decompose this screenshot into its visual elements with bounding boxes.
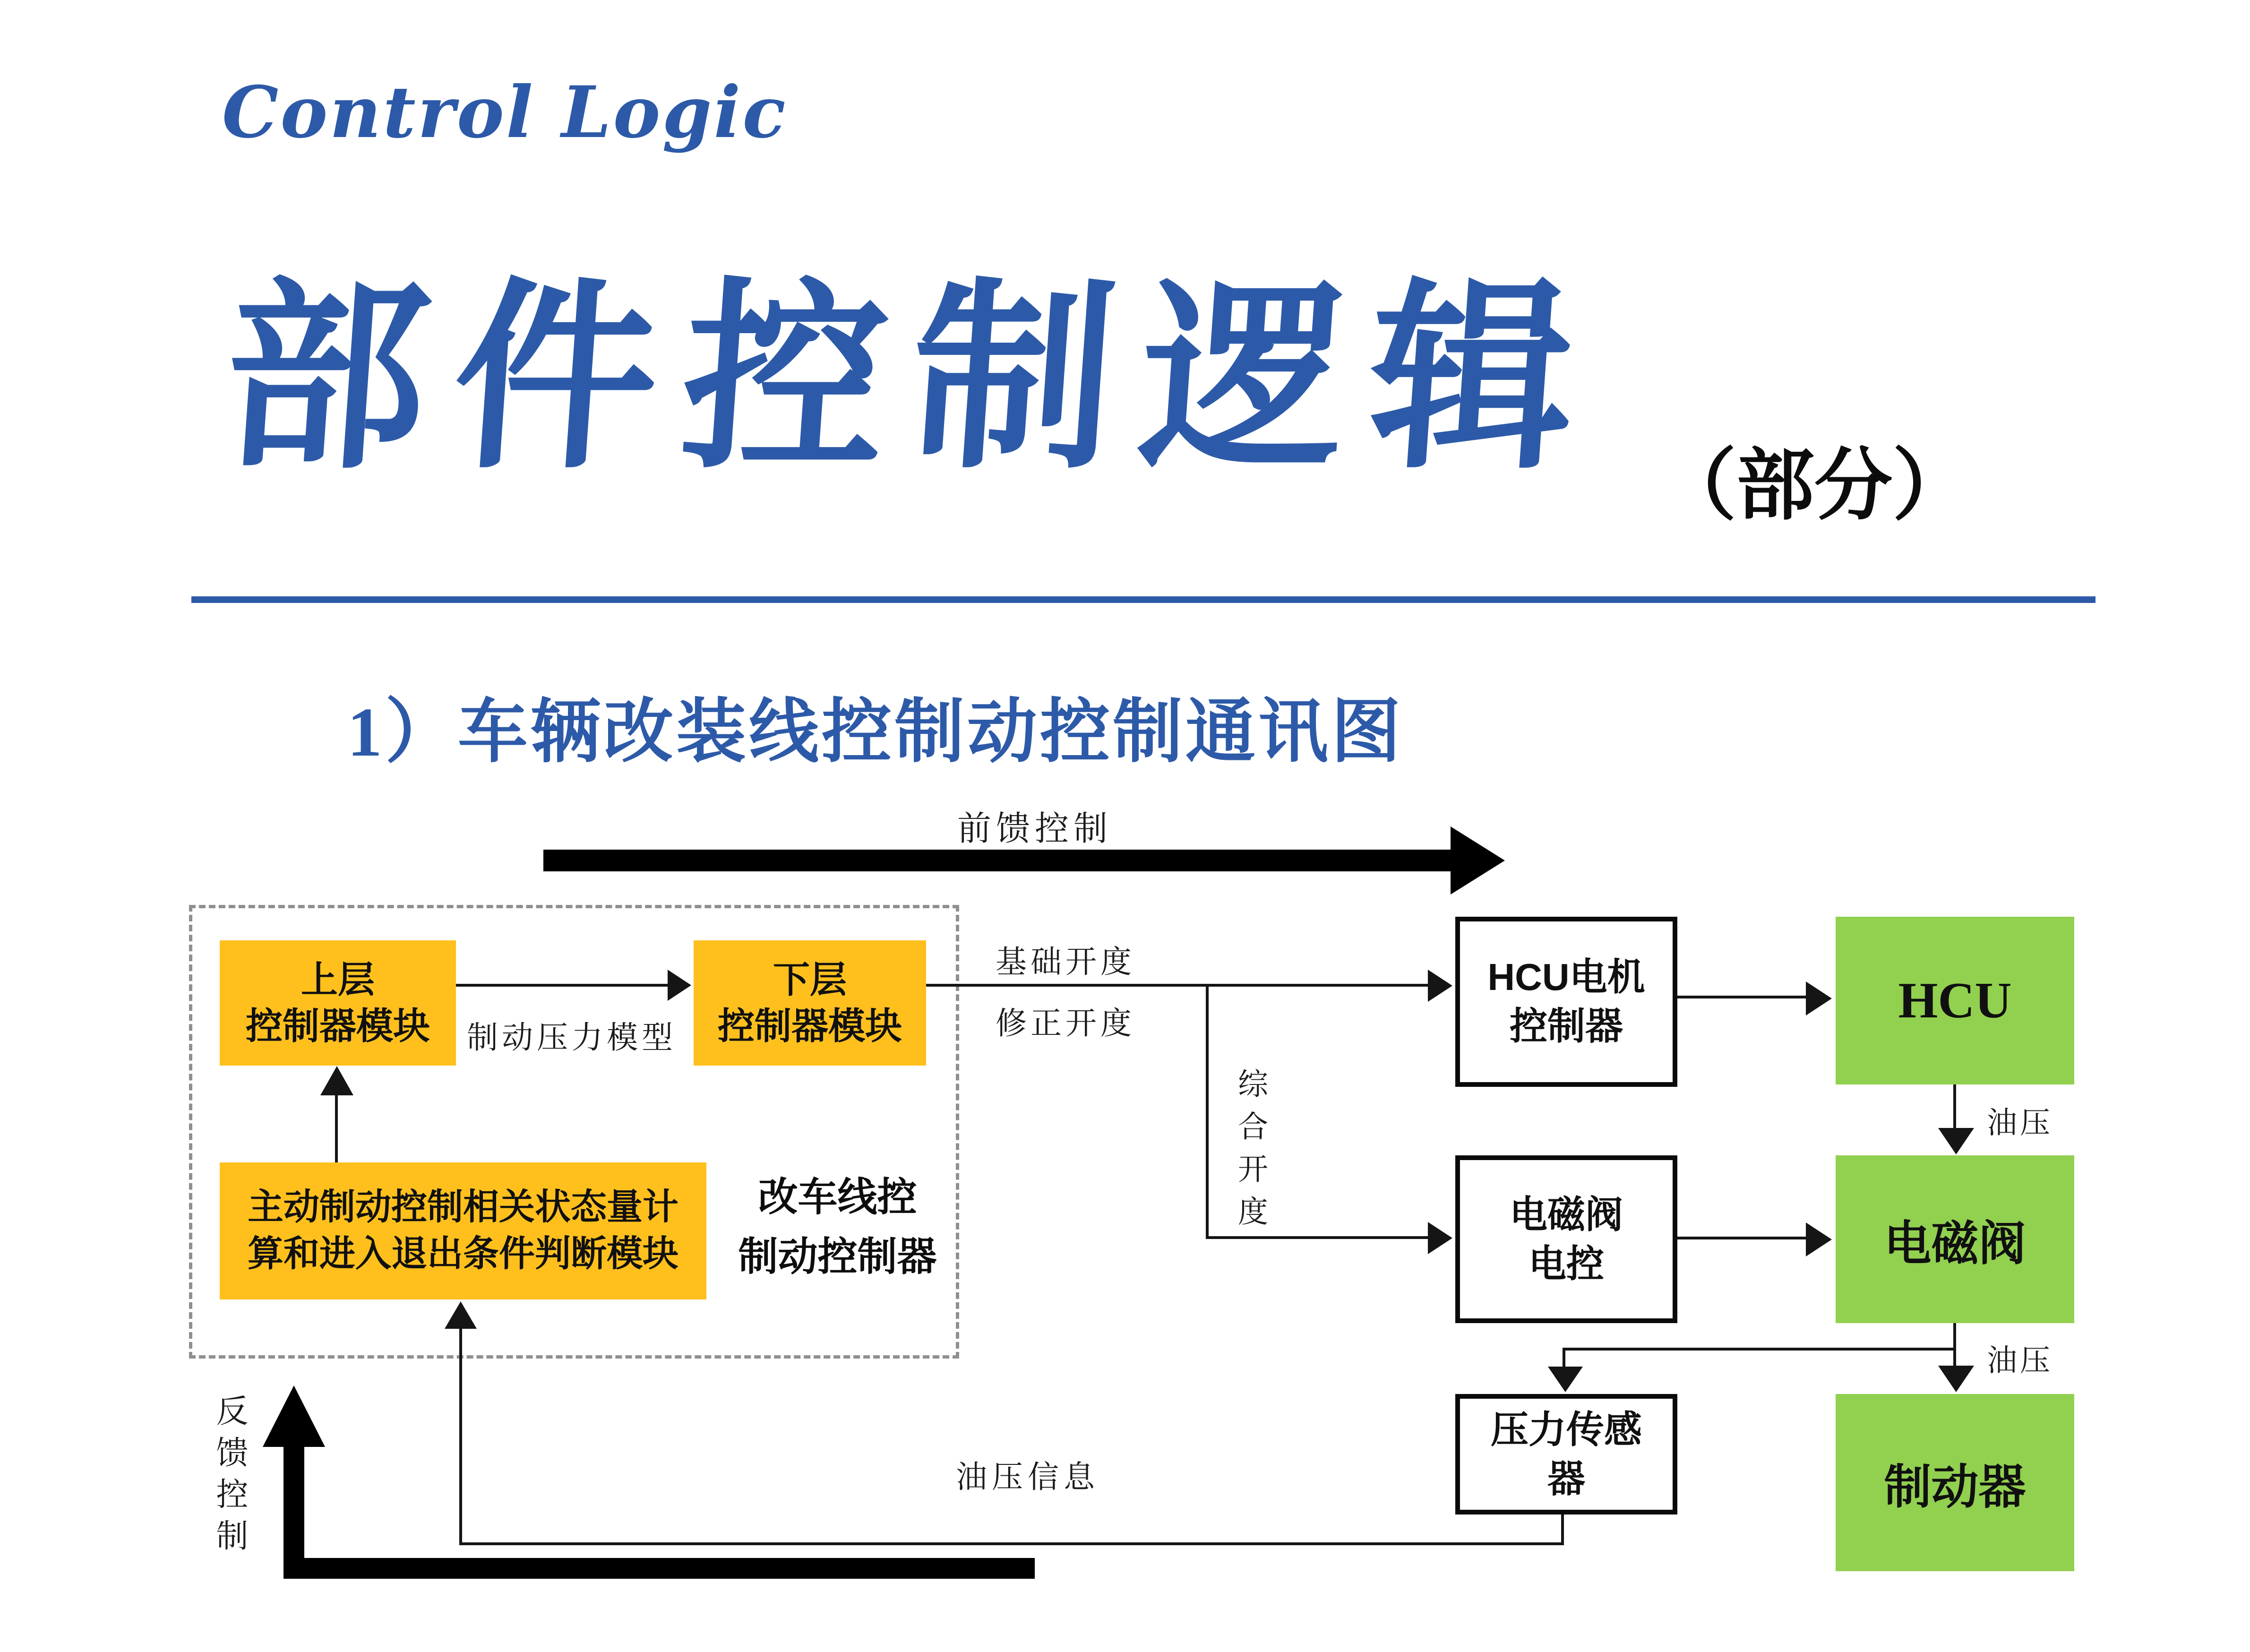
lower-controller-line2: 控制器模块	[717, 1005, 902, 1047]
sensor-feedback-arrowhead	[445, 1301, 477, 1329]
state-to-upper-line	[335, 1095, 338, 1162]
hcu-motor-line2: 控制器	[1510, 1005, 1623, 1047]
sensor-feedback-hline	[459, 1542, 1564, 1545]
feedback-label: 反馈控制	[212, 1394, 248, 1560]
eyebrow-script-text: Control Logic	[222, 71, 788, 154]
feedforward-label: 前馈控制	[957, 810, 1112, 848]
title-divider	[191, 596, 2095, 603]
hcu-motor-to-hcu-arrowhead	[1806, 981, 1832, 1015]
section-heading: 1）车辆改装线控制动控制通讯图	[347, 694, 1404, 771]
combined-opening-label: 综合开度	[1234, 1068, 1267, 1238]
feedback-arrowhead	[263, 1385, 325, 1447]
upper-to-lower-arrowhead	[668, 970, 691, 1001]
hcu-motor-controller-box	[1455, 917, 1677, 1087]
state-module-line2: 算和进入退出条件判断模块	[248, 1234, 678, 1274]
hcu-to-valve-arrowhead	[1938, 1128, 1974, 1154]
combined-opening-vline	[1206, 984, 1209, 1239]
upper-controller-line2: 控制器模块	[245, 1005, 430, 1047]
hcu-label: HCU	[1898, 972, 2012, 1029]
state-to-upper-arrowhead	[320, 1066, 353, 1095]
page-title: 部件控制逻辑	[217, 268, 1608, 493]
feedback-arrow-hbar	[283, 1558, 1035, 1579]
state-module-line1: 主动制动控制相关状态量计	[248, 1187, 678, 1228]
solenoid-valve-label: 电磁阀	[1884, 1217, 2026, 1270]
solenoid-control-to-valve-line	[1677, 1237, 1806, 1239]
lower-controller-box	[694, 940, 926, 1066]
solenoid-control-box	[1455, 1155, 1677, 1323]
upper-to-lower-line	[456, 984, 668, 987]
valve-to-brake-arrowhead	[1938, 1366, 1974, 1392]
lower-controller-line1: 下层	[773, 959, 847, 1000]
hcu-to-valve-line	[1953, 1084, 1956, 1128]
sensor-feedback-riser-line	[459, 1329, 462, 1545]
group-label	[716, 1167, 959, 1286]
state-module-box	[220, 1162, 706, 1299]
upper-controller-box	[220, 940, 456, 1066]
oil-pressure-info-label: 油压信息	[956, 1460, 1099, 1495]
hcu-motor-to-hcu-line	[1677, 996, 1806, 998]
feedforward-arrow-shaft	[543, 850, 1451, 871]
feedforward-arrowhead	[1451, 826, 1505, 895]
pressure-sensor-line2: 器	[1547, 1457, 1585, 1500]
corrected-opening-label: 修正开度	[996, 1007, 1135, 1041]
opening-main-arrowhead	[1428, 970, 1452, 1002]
opening-main-line	[926, 984, 1428, 987]
oil-pressure-valve-label: 油压	[1987, 1344, 2053, 1377]
solenoid-control-line2: 电控	[1529, 1242, 1604, 1285]
brake-pressure-model-label: 制动压力模型	[467, 1021, 677, 1055]
group-label-line1: 改车线控	[758, 1175, 917, 1219]
valve-to-sensor-hline	[1563, 1348, 1956, 1351]
pressure-sensor-box	[1455, 1394, 1677, 1514]
combined-opening-arrowhead	[1428, 1222, 1452, 1254]
pressure-sensor-line1: 压力传感	[1491, 1408, 1642, 1451]
sensor-feedback-drop-line	[1561, 1514, 1564, 1545]
brake-box	[1836, 1394, 2074, 1571]
valve-to-sensor-arrowhead	[1548, 1367, 1583, 1392]
hcu-box	[1836, 917, 2074, 1084]
upper-controller-line1: 上层	[301, 959, 375, 1000]
group-label-line2: 制动控制器	[738, 1234, 937, 1279]
oil-pressure-hcu-label: 油压	[1987, 1106, 2053, 1140]
valve-to-brake-line	[1953, 1323, 1956, 1366]
base-opening-label: 基础开度	[996, 945, 1135, 980]
solenoid-control-to-valve-arrowhead	[1806, 1222, 1832, 1256]
valve-to-sensor-vline	[1563, 1348, 1565, 1367]
solenoid-control-line1: 电磁阀	[1510, 1193, 1623, 1236]
brake-label: 制动器	[1884, 1460, 2026, 1514]
feedback-arrow-vbar	[283, 1447, 304, 1579]
solenoid-valve-box	[1836, 1155, 2074, 1323]
page-title-suffix: （部分）	[1658, 443, 1970, 529]
hcu-motor-line1: HCU电机	[1487, 956, 1645, 998]
